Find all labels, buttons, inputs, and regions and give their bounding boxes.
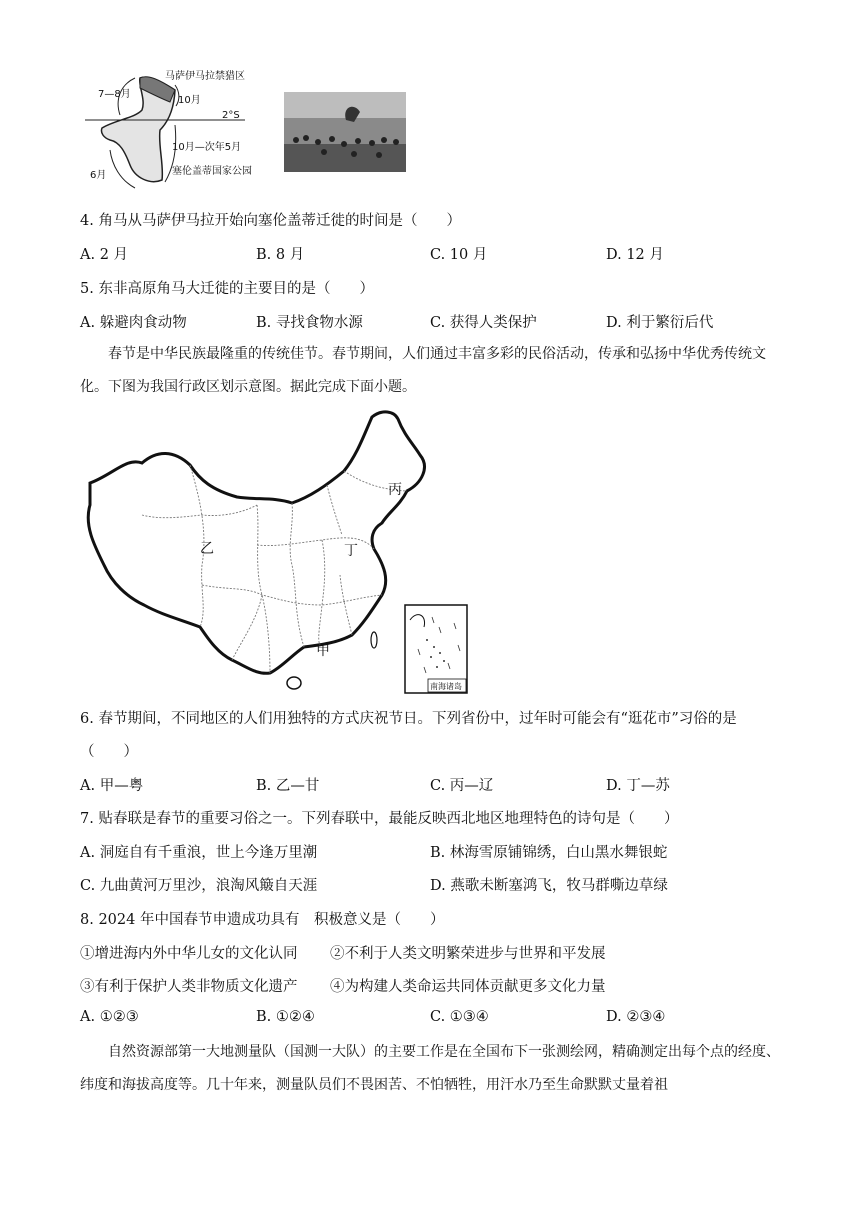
map-label-ding: 丁: [344, 543, 358, 559]
question-4-option-c[interactable]: C. 10 月: [430, 247, 488, 263]
question-7-stem: 7. 贴春联是春节的重要习俗之一。下列春联中，最能反映西北地区地理特色的诗句是（ ）: [80, 811, 679, 827]
question-7-option-a[interactable]: A. 洞庭自有千重浪，世上今逢万里潮: [80, 845, 318, 861]
question-8-stem: 8. 2024 年中国春节申遗成功具有 积极意义是（ ）: [80, 912, 445, 928]
question-6-stem-line1: 6. 春节期间，不同地区的人们用独特的方式庆祝节日。下列省份中，过年时可能会有“逛花市”习俗的是: [80, 711, 737, 727]
question-5-option-a[interactable]: A. 躲避肉食动物: [80, 315, 187, 331]
question-4-option-a[interactable]: A. 2 月: [80, 247, 129, 263]
label-masai-mara: 马萨伊马拉禁猎区: [165, 71, 245, 82]
question-4-option-b[interactable]: B. 8 月: [256, 247, 305, 263]
question-8-option-c[interactable]: C. ①③④: [430, 1009, 489, 1025]
map-label-yi: 乙: [200, 541, 214, 557]
question-6-option-c[interactable]: C. 丙—辽: [430, 778, 494, 794]
wildebeest-photo: [284, 92, 406, 172]
question-7-option-b[interactable]: B. 林海雪原铺锦绣，白山黑水舞银蛇: [430, 845, 668, 861]
question-5-option-c[interactable]: C. 获得人类保护: [430, 315, 537, 331]
question-8-option-a[interactable]: A. ①②③: [80, 1009, 139, 1025]
question-7-option-c[interactable]: C. 九曲黄河万里沙，浪淘风簸自天涯: [80, 878, 318, 894]
inset-label: 南海诸岛: [430, 682, 462, 691]
question-8-statement-1: ①增进海内外中华儿女的文化认同: [80, 946, 298, 962]
china-admin-map: [82, 405, 472, 695]
label-oct-may: 10月—次年5月: [172, 142, 242, 153]
label-serengeti: 塞伦盖蒂国家公园: [172, 166, 252, 177]
question-8-statement-4: ④为构建人类命运共同体贡献更多文化力量: [330, 979, 606, 995]
question-8-option-d[interactable]: D. ②③④: [606, 1009, 666, 1025]
question-8-option-b[interactable]: B. ①②④: [256, 1009, 315, 1025]
question-8-statement-3: ③有利于保护人类非物质文化遗产: [80, 979, 298, 995]
map-label-bing: 丙: [388, 482, 402, 498]
label-aug: 7—8月: [98, 89, 131, 100]
question-6-option-d[interactable]: D. 丁—苏: [606, 778, 670, 794]
question-6-option-a[interactable]: A. 甲—粤: [80, 778, 144, 794]
map-label-jia: 甲: [316, 643, 330, 659]
hainan-island: [287, 677, 301, 689]
question-6-stem-line2: （ ）: [80, 744, 138, 760]
label-jun: 6月: [90, 170, 107, 181]
question-5-stem: 5. 东非高原角马大迁徙的主要目的是（ ）: [80, 281, 374, 297]
question-7-option-d[interactable]: D. 燕歌未断塞鸿飞，牧马群嘶边草绿: [430, 878, 668, 894]
question-6-option-b[interactable]: B. 乙—甘: [256, 778, 320, 794]
passage-survey-team: 自然资源部第一大地测量队（国测一大队）的主要工作是在全国布下一张测绘网，精确测定出每个点的经度、纬度和海拔高度等。几十年来，测量队员们不畏困苦、不怕牺牲，用汗水乃至生命默默丈量着祖: [80, 1044, 780, 1093]
question-4-stem: 4. 角马从马萨伊马拉开始向塞伦盖蒂迁徙的时间是（ ）: [80, 213, 461, 229]
question-5-option-b[interactable]: B. 寻找食物水源: [256, 315, 363, 331]
question-4-option-d[interactable]: D. 12 月: [606, 247, 664, 263]
taiwan-island: [371, 632, 377, 648]
label-lat: 2°S: [222, 110, 240, 121]
question-5-option-d[interactable]: D. 利于繁衍后代: [606, 315, 714, 331]
label-oct: 10月: [178, 95, 201, 106]
migration-sketch-map: [80, 70, 270, 195]
south-china-sea-inset: [405, 605, 467, 693]
question-8-statement-2: ②不利于人类文明繁荣进步与世界和平发展: [330, 946, 606, 962]
passage-spring-festival: 春节是中华民族最隆重的传统佳节。春节期间，人们通过丰富多彩的民俗活动，传承和弘扬中华优秀传统文化。下图为我国行政区划示意图。据此完成下面小题。: [80, 346, 766, 395]
